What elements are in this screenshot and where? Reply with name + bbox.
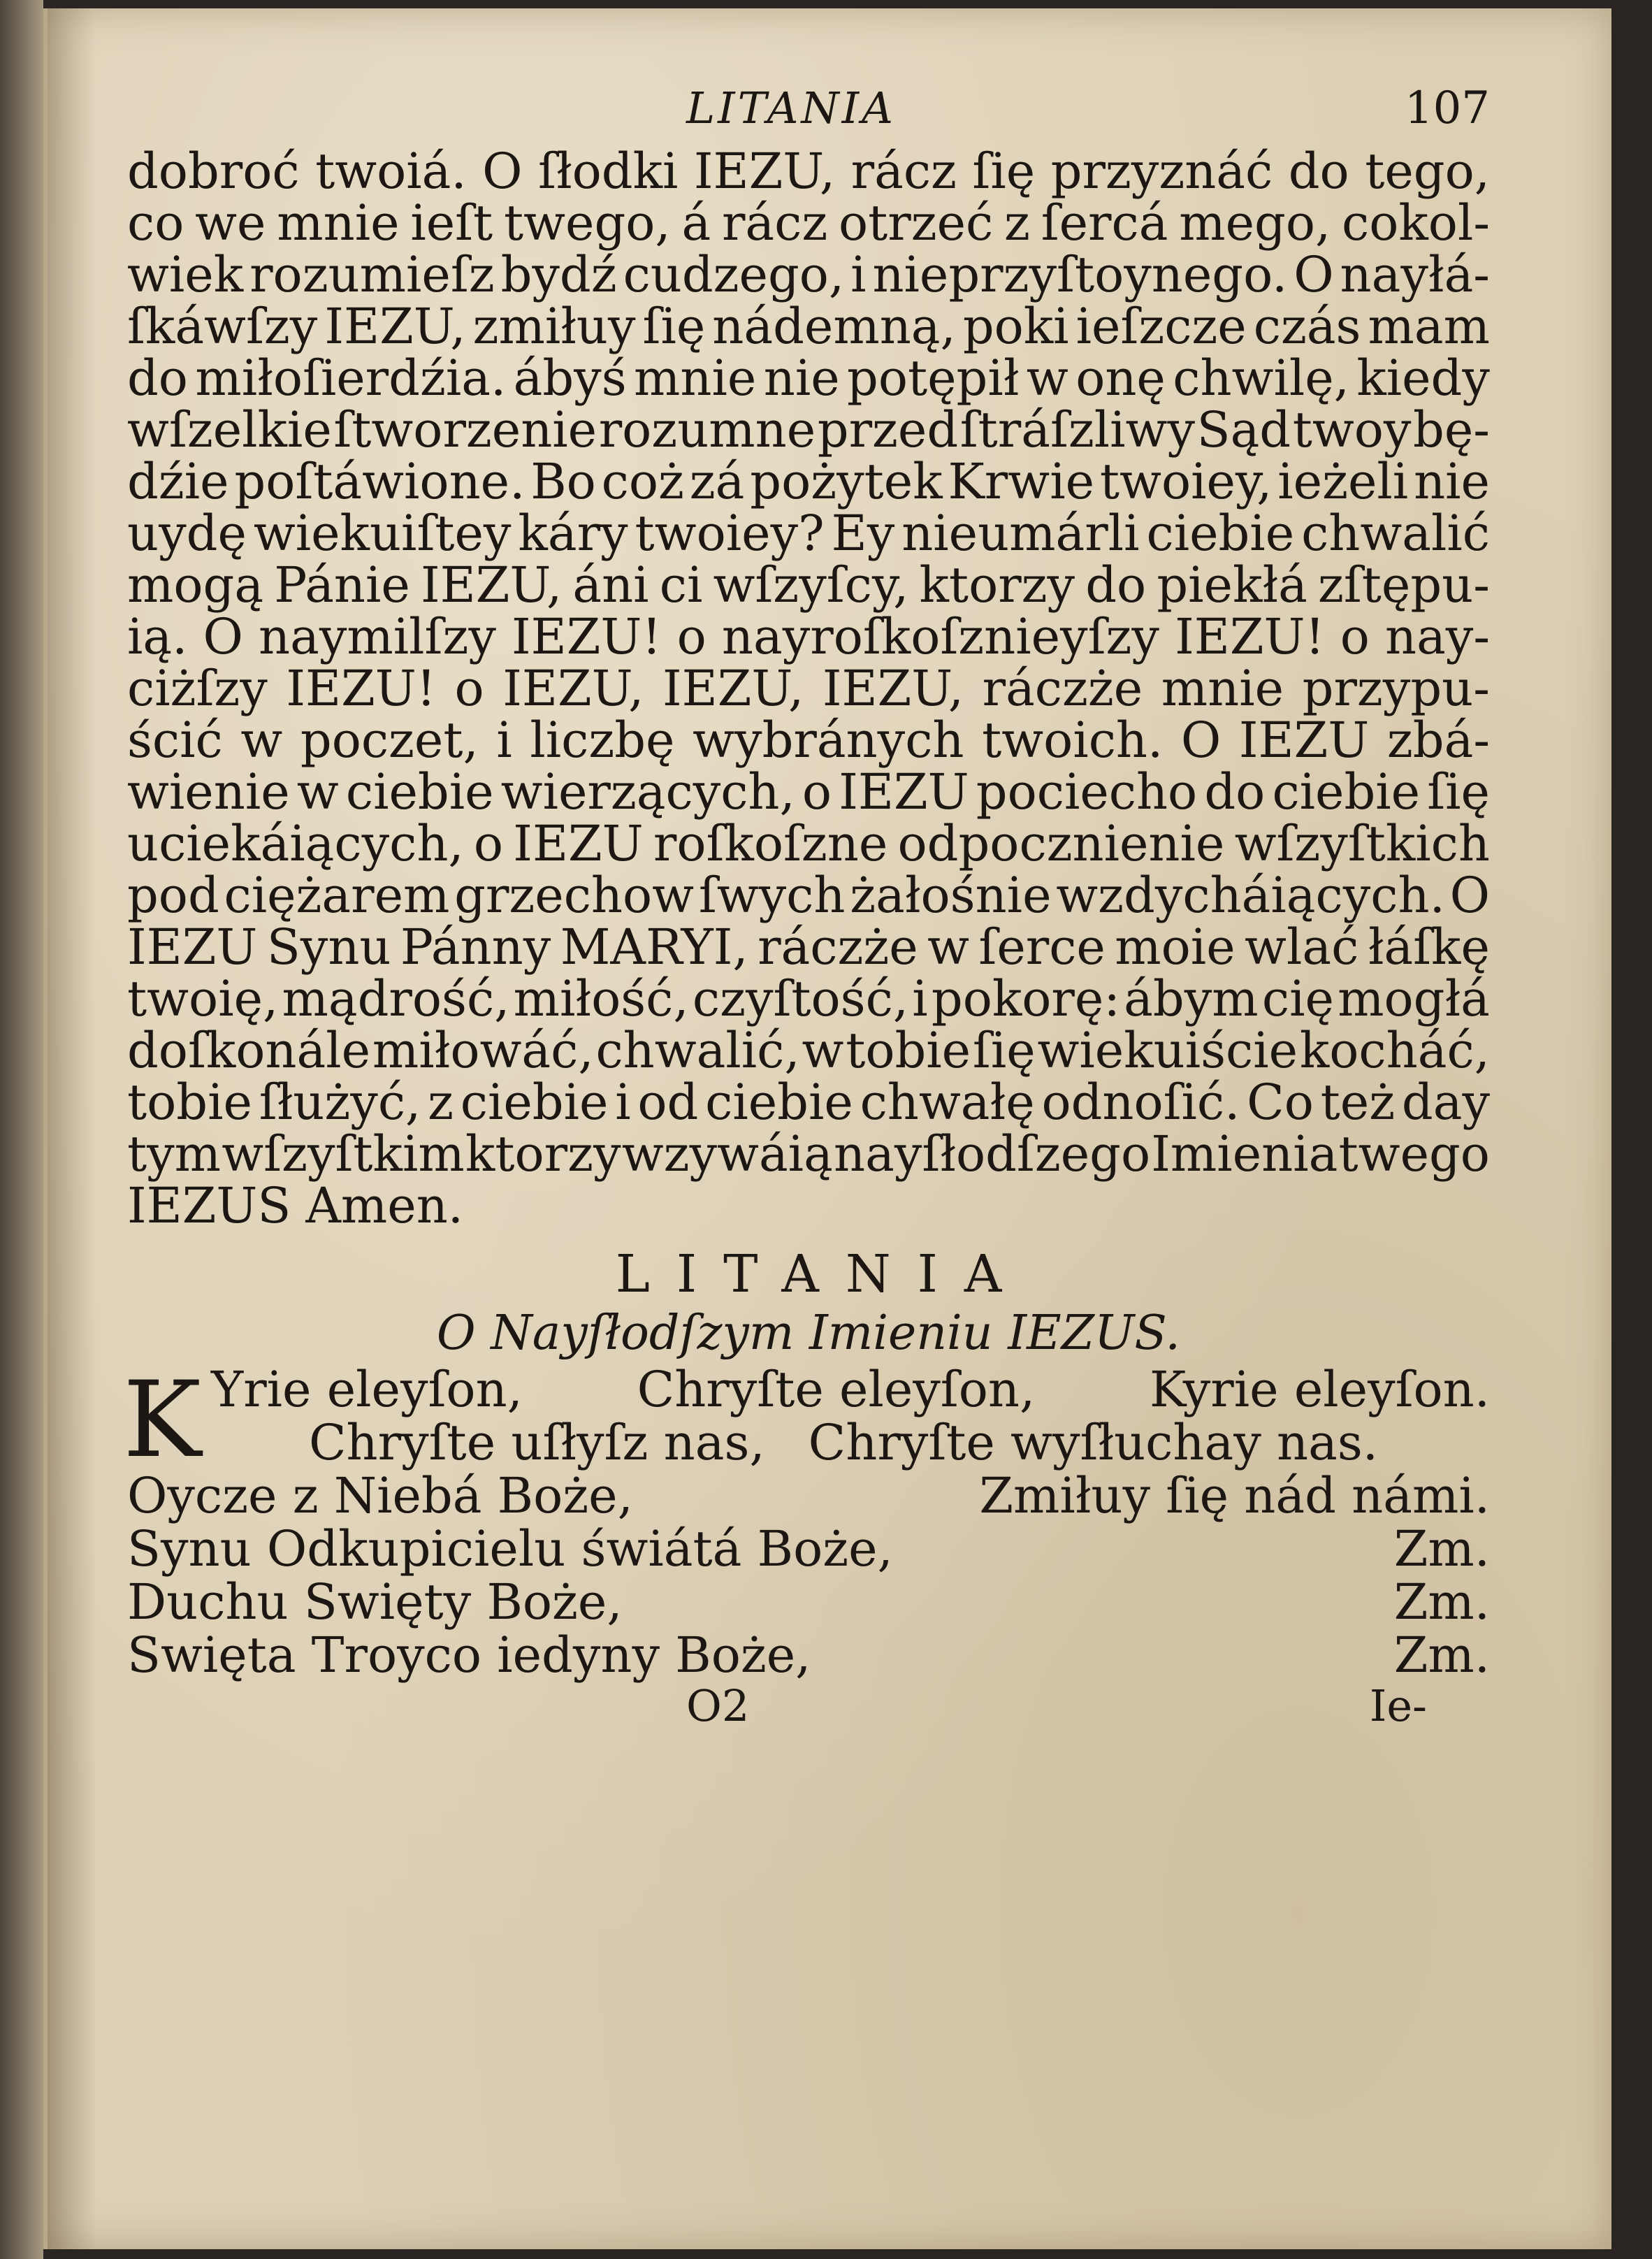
- word: chwałę: [860, 1074, 1035, 1131]
- word: mogłá: [1338, 970, 1490, 1027]
- word: też: [1320, 1074, 1396, 1131]
- word: mogą: [127, 556, 264, 614]
- kyrie-eleison: Yrie eleyſon,: [211, 1361, 523, 1418]
- word: O: [1449, 867, 1490, 924]
- word: grzechow: [454, 867, 695, 924]
- word: ſię: [972, 1022, 1036, 1079]
- word: o: [473, 815, 504, 872]
- word: twoy: [1292, 401, 1412, 459]
- word: O: [1180, 712, 1222, 769]
- word: rácz: [850, 143, 957, 200]
- word: o: [676, 608, 707, 665]
- word: zbá-: [1386, 712, 1490, 769]
- word: Pánie: [274, 556, 410, 614]
- litany-row: [127, 1520, 1490, 1578]
- running-title: LITANIA: [686, 82, 896, 133]
- word: w: [1026, 349, 1068, 407]
- word: łáſkę: [1368, 918, 1490, 976]
- word: IEZU: [1238, 712, 1370, 769]
- response-text: Zm.: [1393, 1520, 1490, 1578]
- word: tym: [127, 1125, 222, 1183]
- word: onę: [1075, 349, 1166, 407]
- word: Amen.: [305, 1177, 464, 1234]
- word: mnie: [277, 194, 400, 252]
- word: przed: [817, 401, 959, 459]
- word: ciebie: [705, 1074, 853, 1131]
- invocation-text: Duchu Swięty Boże,: [127, 1573, 623, 1631]
- word: w: [927, 918, 969, 976]
- word: do: [1204, 763, 1266, 821]
- word: uydę: [127, 505, 247, 562]
- word: ieżeli: [1277, 453, 1409, 510]
- word: wzdycháiących.: [1056, 867, 1445, 924]
- word: pod: [127, 867, 219, 924]
- word: Bo: [530, 453, 596, 510]
- word: zſtępu-: [1317, 556, 1490, 614]
- word: przypu-: [1302, 660, 1490, 717]
- word: mego,: [1179, 194, 1331, 252]
- text-line: [127, 246, 1490, 303]
- word: we: [195, 194, 266, 252]
- word: O: [203, 608, 243, 665]
- word: poczet,: [300, 712, 479, 769]
- word: o: [1340, 608, 1370, 665]
- word: i: [615, 1074, 631, 1131]
- word: wzywáią: [621, 1125, 833, 1183]
- word: IEZUS: [127, 1177, 291, 1234]
- word: IEZU,: [693, 143, 836, 200]
- word: twego,: [503, 194, 671, 252]
- word: roſkoſzne: [653, 815, 888, 872]
- word: dźie: [127, 453, 229, 510]
- word: naymilſzy: [259, 608, 496, 665]
- text-line: [127, 1177, 1490, 1234]
- word: twoiá.: [315, 143, 467, 200]
- word: Sąd: [1196, 401, 1291, 459]
- word: ią.: [127, 608, 188, 665]
- word: bydź: [500, 246, 617, 303]
- word: od: [637, 1074, 699, 1131]
- word: czás: [1253, 298, 1361, 355]
- word: mnie: [1161, 660, 1284, 717]
- word: IEZU!: [286, 660, 436, 717]
- word: ciżſzy: [127, 660, 268, 717]
- word: coż: [601, 453, 684, 510]
- word: do: [1085, 556, 1147, 614]
- word: Imienia: [1151, 1125, 1338, 1183]
- word: ábym: [1124, 970, 1259, 1027]
- word: ci: [659, 556, 703, 614]
- word: ráczże: [982, 660, 1143, 717]
- word: Ey: [831, 505, 895, 562]
- word: kocháć,: [1299, 1022, 1490, 1079]
- litany-row: [127, 1469, 1490, 1522]
- word: twoich.: [982, 712, 1164, 769]
- text-line: [127, 401, 1490, 459]
- word: ciężarem: [224, 867, 450, 924]
- word: wiek: [127, 246, 244, 303]
- word: kiedy: [1356, 349, 1490, 407]
- word: nayroſkoſznieyſzy: [721, 608, 1159, 665]
- word: ſię: [972, 143, 1036, 200]
- word: wlać: [1245, 918, 1359, 976]
- text-line: [127, 1125, 1490, 1183]
- word: przyznáć: [1050, 143, 1273, 200]
- litany-row: [127, 1575, 1490, 1629]
- word: day: [1401, 1074, 1490, 1131]
- word: káry: [518, 505, 628, 562]
- word: w: [240, 712, 283, 769]
- word: rozumne: [598, 401, 816, 459]
- text-line: [127, 1022, 1490, 1079]
- text-line: [127, 712, 1490, 769]
- word: wiekuiście: [1037, 1022, 1298, 1079]
- word: wybránych: [693, 712, 964, 769]
- word: ſłużyć,: [259, 1074, 421, 1131]
- drop-cap: K: [123, 1359, 202, 1481]
- word: do: [127, 349, 188, 407]
- word: odnoſić.: [1041, 1074, 1240, 1131]
- word: chwalić: [1301, 505, 1490, 562]
- word: Krwie: [948, 453, 1095, 510]
- word: ſkáwſzy: [127, 298, 318, 355]
- word: poſtáwione.: [234, 453, 526, 510]
- page-footer: [127, 1682, 1490, 1731]
- word: twego: [1338, 1125, 1490, 1183]
- page-number: 107: [1404, 82, 1490, 134]
- word: rozumieſz: [249, 246, 495, 303]
- christe-eleison: Chryſte eleyſon,: [637, 1361, 1036, 1418]
- word: ſtráſzliwy: [959, 401, 1196, 459]
- kyrie-eleison-repeat: Kyrie eleyſon.: [1149, 1361, 1490, 1418]
- word: ſłodki: [538, 143, 679, 200]
- litany-invocations: [123, 1359, 1490, 1684]
- book-gutter: [0, 0, 43, 2259]
- text-line: [127, 918, 1490, 976]
- text-line: [127, 453, 1490, 510]
- word: nieumárli: [901, 505, 1140, 562]
- word: piekłá: [1157, 556, 1307, 614]
- text-line: [127, 815, 1490, 872]
- word: liczbę: [530, 712, 675, 769]
- word: czyſtość,: [692, 970, 909, 1027]
- litany-row: [127, 1626, 1490, 1684]
- word: doſkonále: [127, 1022, 371, 1079]
- text-line: [127, 660, 1490, 717]
- word: miłowáć,: [372, 1022, 594, 1079]
- litany-subtitle: O Nayſłodſzym Imieniu IEZUS.: [436, 1306, 1181, 1361]
- word: ſtworzenie: [333, 401, 597, 459]
- word: IEZU: [127, 918, 258, 976]
- word: IEZU!: [512, 608, 662, 665]
- word: do: [1288, 143, 1349, 200]
- word: wſzyſtkich: [1234, 815, 1490, 872]
- word: o: [802, 763, 832, 821]
- word: nayłá-: [1340, 246, 1490, 303]
- word: z: [1004, 194, 1030, 252]
- invocation-text: Oycze z Niebá Boże,: [127, 1467, 633, 1524]
- word: miłoſierdźia.: [195, 349, 507, 407]
- word: bę-: [1413, 401, 1490, 459]
- word: w: [296, 763, 339, 821]
- word: zá: [689, 453, 745, 510]
- word: ieſzcze: [1075, 298, 1247, 355]
- word: mnie: [634, 349, 757, 407]
- word: i: [912, 970, 928, 1027]
- word: mam: [1368, 298, 1490, 355]
- word: otrzeć: [839, 194, 994, 252]
- word: uciekáiących,: [127, 815, 464, 872]
- word: nayſłodſzego: [834, 1125, 1151, 1183]
- word: i: [496, 712, 512, 769]
- word: wſzyſcy,: [713, 556, 909, 614]
- text-line: [127, 143, 1490, 200]
- text-line: [127, 970, 1490, 1027]
- word: co: [127, 194, 184, 252]
- word: nie: [1414, 453, 1490, 510]
- word: nieprzyſtoynego.: [872, 246, 1288, 303]
- word: ciebie: [460, 1074, 609, 1131]
- word: dobroć: [127, 143, 300, 200]
- word: tobie: [846, 1022, 971, 1079]
- text-line: [127, 763, 1490, 821]
- response-text: Zm.: [1393, 1626, 1490, 1684]
- invocation-text: Synu Odkupicielu świátá Boże,: [127, 1520, 893, 1578]
- word: IEZU,: [324, 298, 466, 355]
- word: z: [428, 1074, 454, 1131]
- word: Pánny: [400, 918, 551, 976]
- word: IEZU,: [420, 556, 563, 614]
- text-line: [127, 608, 1490, 665]
- word: ieſt: [410, 194, 493, 252]
- word: ciebie: [345, 763, 494, 821]
- response-text: Zm.: [1393, 1573, 1490, 1631]
- word: IEZU,: [502, 660, 644, 717]
- word: twoię,: [127, 970, 279, 1027]
- word: odpocznienie: [897, 815, 1225, 872]
- text-line: [127, 194, 1490, 252]
- word: w: [802, 1022, 844, 1079]
- word: miłość,: [513, 970, 689, 1027]
- word: IEZU: [513, 815, 644, 872]
- word: zmiłuy: [472, 298, 636, 355]
- word: O: [1294, 246, 1334, 303]
- word: potępił: [847, 349, 1020, 407]
- word: Co: [1247, 1074, 1314, 1131]
- word: mądrość,: [282, 970, 510, 1027]
- word: Synu: [266, 918, 391, 976]
- text-line: [127, 298, 1490, 355]
- page-text: [123, 82, 1490, 1731]
- word: nádemną,: [712, 298, 956, 355]
- word: wierzących,: [500, 763, 795, 821]
- word: moie: [1115, 918, 1236, 976]
- catchword: Ie-: [1369, 1680, 1427, 1731]
- word: twoiey?: [635, 505, 825, 562]
- text-line: [127, 1074, 1490, 1131]
- word: ktorzy: [919, 556, 1075, 614]
- word: IEZU: [839, 763, 969, 821]
- word: wſzyſtkim: [222, 1125, 465, 1183]
- word: ktorzy: [465, 1125, 621, 1183]
- word: żałośnie: [850, 867, 1052, 924]
- word: O: [482, 143, 523, 200]
- text-line: [127, 556, 1490, 614]
- word: ciebie: [1272, 763, 1421, 821]
- christe-audi: Chryſte uſłyſz nas,: [309, 1414, 765, 1471]
- running-head: [127, 82, 1490, 145]
- prayer-paragraph: [127, 145, 1490, 1232]
- christe-row: [127, 1416, 1490, 1469]
- response-text: Zmiłuy ſię nád námi.: [979, 1467, 1490, 1524]
- litany-title: LITANIA: [615, 1244, 1029, 1304]
- word: ſwych: [698, 867, 846, 924]
- word: IEZU!: [1175, 608, 1325, 665]
- word: cudzego,: [623, 246, 845, 303]
- word: MARYI,: [560, 918, 748, 976]
- text-line: [127, 505, 1490, 562]
- kyrie-row: [127, 1363, 1490, 1416]
- word: chwalić,: [595, 1022, 800, 1079]
- word: i: [850, 246, 867, 303]
- word: o: [454, 660, 484, 717]
- word: IEZU,: [662, 660, 804, 717]
- word: wienie: [127, 763, 290, 821]
- word: ábyś: [513, 349, 627, 407]
- word: tego,: [1365, 143, 1490, 200]
- word: IEZU,: [822, 660, 964, 717]
- text-line: [127, 349, 1490, 407]
- word: wſzelkie: [127, 401, 332, 459]
- word: cię: [1261, 970, 1334, 1027]
- word: rácz: [721, 194, 828, 252]
- word: twoiey,: [1099, 453, 1273, 510]
- word: tobie: [127, 1074, 252, 1131]
- word: á: [681, 194, 711, 252]
- word: wiekuiſtey: [253, 505, 512, 562]
- word: áni: [572, 556, 649, 614]
- word: ráczże: [758, 918, 918, 976]
- word: ſercá: [1041, 194, 1168, 252]
- word: ciebie: [1146, 505, 1295, 562]
- word: ſerce: [978, 918, 1106, 976]
- word: cokol-: [1342, 194, 1490, 252]
- word: pokorę:: [931, 970, 1120, 1027]
- word: chwilę,: [1173, 349, 1349, 407]
- word: ścić: [127, 712, 223, 769]
- word: poki: [962, 298, 1069, 355]
- text-line: [127, 867, 1490, 924]
- signature-mark: O2: [686, 1680, 750, 1731]
- word: pożytek: [750, 453, 943, 510]
- word: ſię: [642, 298, 706, 355]
- christe-exaudi: Chryſte wyſłuchay nas.: [808, 1414, 1378, 1471]
- word: nie: [763, 349, 840, 407]
- invocation-text: Swięta Troyco iedyny Boże,: [127, 1626, 811, 1684]
- word: ſię: [1427, 763, 1490, 821]
- word: nay-: [1384, 608, 1490, 665]
- word: pociecho: [976, 763, 1198, 821]
